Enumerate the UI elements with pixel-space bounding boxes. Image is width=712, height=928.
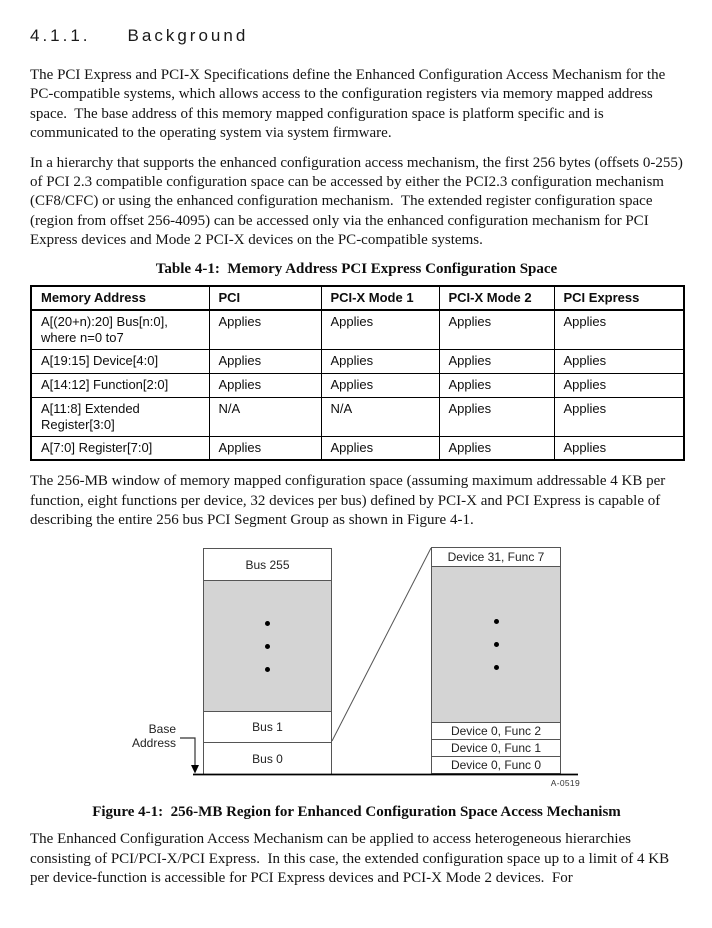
table-cell: Applies	[554, 397, 684, 436]
table-cell: Applies	[439, 310, 554, 350]
table-header-row	[31, 286, 684, 310]
table-cell: A[14:12] Function[2:0]	[31, 373, 209, 397]
table-row	[31, 373, 684, 397]
table-cell: Applies	[209, 436, 321, 460]
column-header-pci: PCI	[209, 286, 321, 310]
ellipsis-dot	[265, 621, 270, 626]
section-title: Background	[127, 26, 249, 45]
device-ellipsis-region	[432, 566, 560, 722]
ellipsis-dot	[494, 642, 499, 647]
table-cell: N/A	[209, 397, 321, 436]
table-row	[31, 436, 684, 460]
down-arrow-icon	[191, 765, 199, 774]
table-cell: Applies	[554, 310, 684, 350]
figure-4-1	[30, 542, 683, 794]
column-header-memory-address: Memory Address	[31, 286, 209, 310]
section-heading	[30, 26, 683, 46]
ellipsis-dot	[265, 644, 270, 649]
device-0-func-2-cell: Device 0, Func 2	[432, 722, 560, 739]
figure-connector-lines	[30, 542, 683, 794]
ellipsis-dot	[494, 665, 499, 670]
table-cell: N/A	[321, 397, 439, 436]
table-caption: Table 4-1: Memory Address PCI Express Configuration Space	[155, 260, 558, 277]
bus-ellipsis-region	[204, 580, 331, 711]
table-cell: Applies	[439, 436, 554, 460]
table-row	[31, 349, 684, 373]
paragraph-3: The 256-MB window of memory mapped configuration space (assuming maximum addressable 4 KB per function, eight functions per device, 32 devices per bus) defined by PCI-X and PCI Express is capable of describing the entire 256 bus PCI Segment Group as shown in Figure 4-1.	[30, 473, 670, 528]
table-cell: Applies	[209, 349, 321, 373]
table-cell: Applies	[321, 310, 439, 350]
table-cell: A[(20+n):20] Bus[n:0], where n=0 to7	[31, 310, 209, 350]
table-cell: A[19:15] Device[4:0]	[31, 349, 209, 373]
figure-caption: Figure 4-1: 256-MB Region for Enhanced Configuration Space Access Mechanism	[92, 804, 621, 821]
device-stack	[431, 547, 561, 774]
ellipsis-dot	[265, 667, 270, 672]
table-row	[31, 397, 684, 436]
bus-1-cell: Bus 1	[204, 711, 331, 742]
table-cell: Applies	[554, 436, 684, 460]
base-address-pointer-line	[180, 738, 195, 766]
device-0-func-0-cell: Device 0, Func 0	[432, 756, 560, 773]
base-address-label-line2: Address	[131, 735, 176, 750]
figure-artwork-id: A-0519	[550, 778, 580, 789]
base-address-label-line1: Base	[148, 722, 176, 737]
config-space-table	[30, 285, 685, 462]
expansion-diagonal-line	[332, 548, 431, 741]
column-header-pcix-mode1: PCI-X Mode 1	[321, 286, 439, 310]
column-header-pcix-mode2: PCI-X Mode 2	[439, 286, 554, 310]
bus-0-cell: Bus 0	[204, 742, 331, 774]
table-cell: A[7:0] Register[7:0]	[31, 436, 209, 460]
device-0-func-1-cell: Device 0, Func 1	[432, 739, 560, 756]
table-cell: Applies	[439, 349, 554, 373]
table-cell: Applies	[209, 310, 321, 350]
table-cell: Applies	[321, 436, 439, 460]
paragraph-4: The Enhanced Configuration Access Mechanism can be applied to access heterogeneous hierarchies consisting of PCI/PCI-X/PCI Express. In this case, the extended configuration space up to a limit of 4 KB per device-function is accessible for PCI Express devices and PCI-X Mode 2 devices. For	[30, 831, 673, 887]
table-cell: Applies	[209, 373, 321, 397]
ellipsis-dot	[494, 619, 499, 624]
section-number: 4.1.1.	[30, 26, 91, 45]
bus-stack	[203, 548, 332, 775]
table-cell: Applies	[439, 397, 554, 436]
bus-255-cell: Bus 255	[204, 549, 331, 580]
table-cell: Applies	[554, 373, 684, 397]
table-cell: Applies	[554, 349, 684, 373]
table-cell: Applies	[321, 349, 439, 373]
table-cell: Applies	[439, 373, 554, 397]
paragraph-1: The PCI Express and PCI-X Specifications define the Enhanced Configuration Access Mechanism for the PC-compatible systems, which allows access to the configuration registers via memory mapped address space. The base address of this memory mapped configuration space is platform specific and is communicated to the operating system via system firmware.	[30, 67, 670, 142]
base-address-label	[110, 723, 176, 750]
column-header-pci-express: PCI Express	[554, 286, 684, 310]
paragraph-2: In a hierarchy that supports the enhanced configuration access mechanism, the first 256 bytes (offsets 0-255) of PCI 2.3 compatible configuration space can be accessed by either the PCI2.3 configuration mechanism (CF8/CFC) or using the enhanced configuration mechanism. The extended register configuration space (region from offset 256-4095) can be accessed only via the enhanced configuration mechanism for PCI Express devices and Mode 2 PCI-X devices on the PC-compatible systems.	[30, 154, 687, 249]
table-cell: A[11:8] Extended Register[3:0]	[31, 397, 209, 436]
table-row	[31, 310, 684, 350]
device-31-func-7-cell: Device 31, Func 7	[432, 548, 560, 566]
table-cell: Applies	[321, 373, 439, 397]
